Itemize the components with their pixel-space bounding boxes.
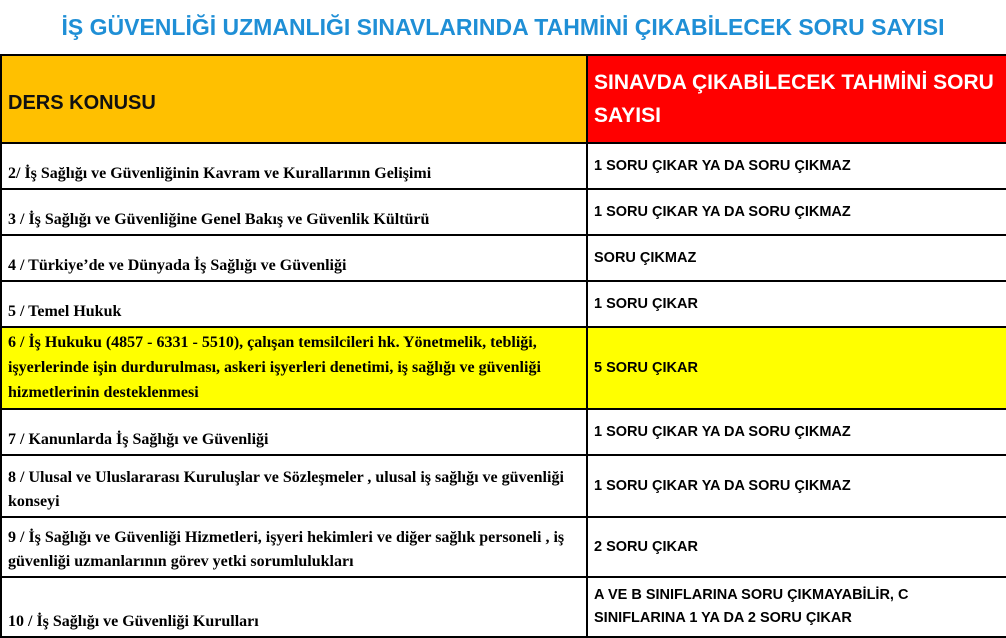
exam-question-table — [0, 54, 1006, 638]
table-row — [1, 409, 1006, 455]
count-cell: 2 SORU ÇIKAR — [587, 517, 1006, 577]
topic-cell: 6 / İş Hukuku (4857 - 6331 - 5510), çalışan temsilcileri hk. Yönetmelik, tebliği, işyerlerinde işin durdurulması, askeri işyerleri denetimi, iş sağlığı ve güvenliği hizmetlerinin desteklenmesi — [1, 327, 587, 409]
count-cell: 1 SORU ÇIKAR YA DA SORU ÇIKMAZ — [587, 189, 1006, 235]
table-row-highlighted — [1, 327, 1006, 409]
table-row — [1, 281, 1006, 327]
table-row — [1, 577, 1006, 637]
count-cell: 1 SORU ÇIKAR YA DA SORU ÇIKMAZ — [587, 409, 1006, 455]
count-cell: 1 SORU ÇIKAR YA DA SORU ÇIKMAZ — [587, 143, 1006, 189]
topic-cell: 7 / Kanunlarda İş Sağlığı ve Güvenliği — [1, 409, 587, 455]
count-cell: 5 SORU ÇIKAR — [587, 327, 1006, 409]
topic-cell: 3 / İş Sağlığı ve Güvenliğine Genel Bakış ve Güvenlik Kültürü — [1, 189, 587, 235]
count-cell: A VE B SINIFLARINA SORU ÇIKMAYABİLİR, C SINIFLARINA 1 YA DA 2 SORU ÇIKAR — [587, 577, 1006, 637]
topic-cell: 5 / Temel Hukuk — [1, 281, 587, 327]
table-row — [1, 517, 1006, 577]
topic-cell: 9 / İş Sağlığı ve Güvenliği Hizmetleri, işyeri hekimleri ve diğer sağlık personeli , iş güvenliği uzmanlarının görev yetki sorumlulukları — [1, 517, 587, 577]
count-column-header: SINAVDA ÇIKABİLECEK TAHMİNİ SORU SAYISI — [587, 55, 1006, 143]
topic-cell: 2/ İş Sağlığı ve Güvenliğinin Kavram ve Kurallarının Gelişimi — [1, 143, 587, 189]
topic-cell: 10 / İş Sağlığı ve Güvenliği Kurulları — [1, 577, 587, 637]
topic-cell: 4 / Türkiye’de ve Dünyada İş Sağlığı ve Güvenliği — [1, 235, 587, 281]
topic-column-header: DERS KONUSU — [1, 55, 587, 143]
table-row — [1, 235, 1006, 281]
count-cell: 1 SORU ÇIKAR — [587, 281, 1006, 327]
topic-cell: 8 / Ulusal ve Uluslararası Kuruluşlar ve Sözleşmeler , ulusal iş sağlığı ve güvenliği konseyi — [1, 455, 587, 517]
table-row — [1, 455, 1006, 517]
table-header-row — [1, 55, 1006, 143]
count-cell: SORU ÇIKMAZ — [587, 235, 1006, 281]
table-row — [1, 189, 1006, 235]
page-title: İŞ GÜVENLİĞİ UZMANLIĞI SINAVLARINDA TAHMİNİ ÇIKABİLECEK SORU SAYISI — [61, 13, 945, 40]
count-cell: 1 SORU ÇIKAR YA DA SORU ÇIKMAZ — [587, 455, 1006, 517]
table-row — [1, 143, 1006, 189]
